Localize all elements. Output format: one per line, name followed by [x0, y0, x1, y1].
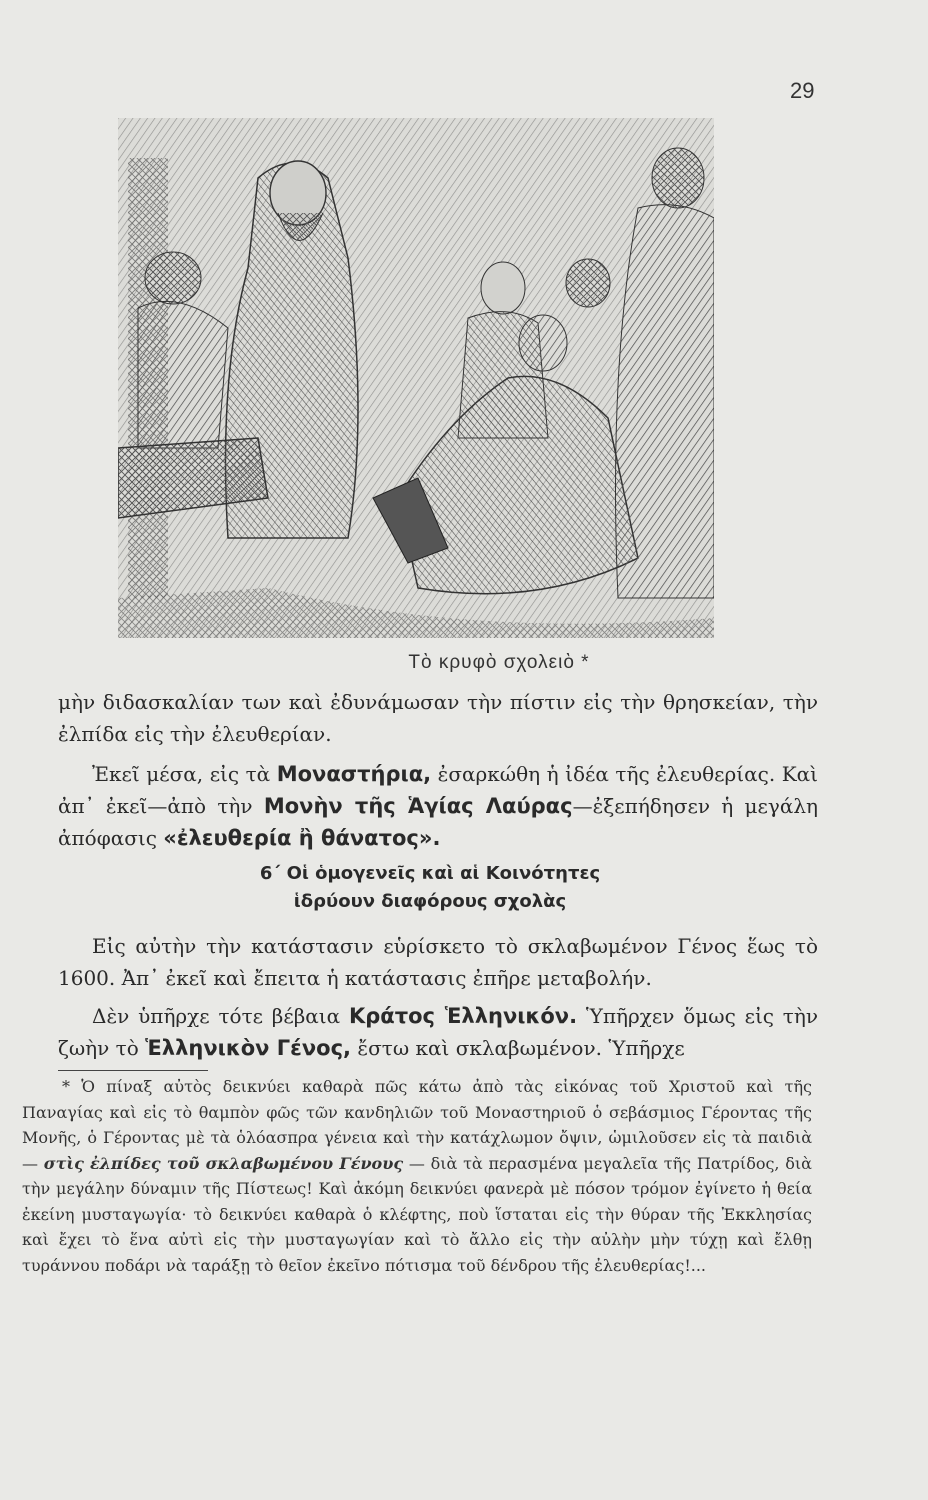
- footnote-a: * Ὁ πίναξ αὐτὸς δεικνύει καθαρὰ πῶς κάτω ἀπὸ τὰς εἰκόνας τοῦ Χριστοῦ καὶ τῆς Παναγίας καὶ εἰς τὸ θαμπὸν φῶς τῶν κανδηλιῶν τοῦ Μοναστηριοῦ ὁ σεβάσμιος Γέροντας τῆς Μονῆς, ὁ Γέροντας μὲ τὰ ὁλόασπρα γένεια καὶ τὴν κατάχλωμον ὄψιν, ὡμιλοῦσεν εἰς τὰ παιδιὰ —: [22, 1077, 812, 1173]
- paragraph-1-text: μὴν διδασκαλίαν των καὶ ἐδυνάμωσαν τὴν πίστιν εἰς τὴν θρησκείαν, τὴν ἐλπίδα εἰς τὴν ἐλευθερίαν.: [58, 690, 818, 746]
- section-heading: [150, 860, 710, 916]
- paragraph-4: [58, 1000, 818, 1064]
- paragraph-4-e: ἔστω καὶ σκλαβωμένον. Ὑπῆρχε: [357, 1036, 685, 1060]
- paragraph-2-e: —ἐξεπήδησεν ἡ μεγάλη ἀπόφασις: [58, 794, 818, 850]
- secret-school-illustration: [118, 118, 714, 638]
- footnote-rule: [58, 1070, 208, 1071]
- paragraph-2-lavra: Μονὴν τῆς Ἁγίας Λαύρας: [263, 794, 573, 818]
- page-number: 29: [790, 78, 815, 103]
- section-heading-line1: 6΄ Οἱ ὁμογενεῖς καὶ αἱ Κοινότητες: [259, 863, 601, 884]
- paragraph-2: [58, 758, 818, 854]
- paragraph-3-text: Εἰς αὐτὴν τὴν κατάστασιν εὑρίσκετο τὸ σκλαβωμένον Γένος ἕως τὸ 1600. Ἀπ᾽ ἐκεῖ καὶ ἔπειτα ἡ κατάστασις ἐπῆρε μεταβολήν.: [58, 934, 818, 990]
- illustration-caption: Τὸ κρυφὸ σχολειὸ *: [408, 652, 590, 673]
- footnote-c: — διὰ τὰ περασμένα μεγαλεῖα τῆς Πατρίδος, διὰ τὴν μεγάλην δύναμιν τῆς Πίστεως! Καὶ ἀκόμη δεικνύει φανερὰ μὲ πόσον τρόμον ἐγίνετο ἡ θεία ἐκείνη μυσταγωγία· τὸ δεικνύει καθαρὰ ὁ κλέφτης, ποὺ ἵσταται εἰς τὴν θύραν τῆς Ἐκκλησίας καὶ ἔχει τὸ ἕνα αὐτὶ εἰς τὴν μυσταγωγίαν καὶ τὸ ἄλλο εἰς τὴν αὐλὴν μὴν τύχῃ καὶ ἔλθῃ τυράννου ποδάρι νὰ ταράξῃ τὸ θεῖον ἐκεῖνο πότισμα τοῦ δένδρου τῆς ἐλευθερίας!...: [22, 1153, 812, 1275]
- paragraph-4-c: Ὑπῆρχεν ὅμως εἰς τὴν ζωὴν τὸ: [58, 1004, 819, 1060]
- footnote-emphasis: στὶς ἐλπίδες τοῦ σκλαβωμένου Γένους: [43, 1153, 404, 1173]
- footnote: [22, 1074, 812, 1278]
- paragraph-4-a: Δὲν ὑπῆρχε τότε βέβαια: [92, 1004, 341, 1028]
- paragraph-2-motto: «ἐλευθερία ἢ θάνατος».: [163, 826, 441, 850]
- section-heading-line2: ἱδρύουν διαφόρους σχολὰς: [293, 891, 567, 912]
- paragraph-4-state: Κράτος Ἑλληνικόν.: [348, 1004, 578, 1028]
- paragraph-3: [58, 930, 818, 994]
- paragraph-2-c: ἐσαρκώθη ἡ ἰδέα τῆς ἐλευθερίας. Καὶ ἀπ᾽ ἐκεῖ—ἀπὸ τὴν: [58, 762, 819, 818]
- paragraph-2-monasteries: Μοναστήρια,: [276, 762, 432, 786]
- paragraph-1: [58, 686, 818, 750]
- paragraph-2-a: Ἐκεῖ μέσα, εἰς τὰ: [92, 762, 271, 786]
- paragraph-4-nation: Ἑλληνικὸν Γένος,: [145, 1036, 352, 1060]
